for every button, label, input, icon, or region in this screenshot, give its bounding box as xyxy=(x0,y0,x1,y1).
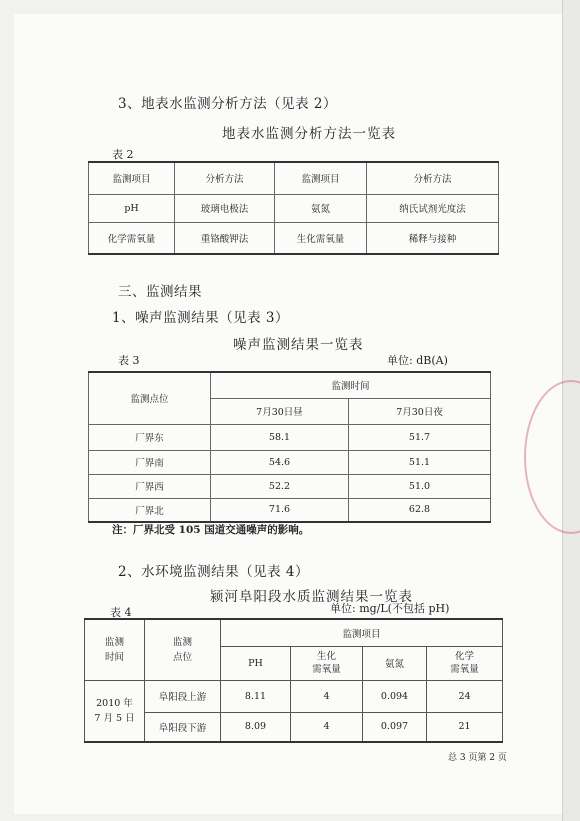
table-row xyxy=(89,222,499,254)
table-cell: 分析方法 xyxy=(367,162,499,194)
noise-heading: 1、噪声监测结果（见表 3） xyxy=(112,310,289,326)
table-cell: 8.11 xyxy=(221,680,291,712)
results-heading: 三、监测结果 xyxy=(118,284,202,300)
table-cell: 24 xyxy=(427,680,503,712)
water-heading: 2、水环境监测结果（见表 4） xyxy=(118,564,309,580)
header-night: 7月30日夜 xyxy=(349,398,491,424)
table-cell: 21 xyxy=(427,712,503,742)
table4-label: 表 4 xyxy=(110,606,132,619)
table-cell: 化学需氧量 xyxy=(89,222,175,254)
header-items: 监测项目 xyxy=(221,619,503,646)
header-ph: PH xyxy=(221,646,291,680)
table3-note: 注：厂界北受 105 国道交通噪声的影响。 xyxy=(112,524,310,536)
table-row xyxy=(85,619,503,646)
table-cell: 52.2 xyxy=(211,474,349,498)
table-cell: 监测项目 xyxy=(275,162,367,194)
table-cell: 62.8 xyxy=(349,498,491,522)
table-cell: 71.6 xyxy=(211,498,349,522)
header-day: 7月30日昼 xyxy=(211,398,349,424)
header-nh: 氨氮 xyxy=(363,646,427,680)
table-cell: 0.094 xyxy=(363,680,427,712)
table-cell: 厂界西 xyxy=(89,474,211,498)
table-cell: 纳氏试剂光度法 xyxy=(367,194,499,222)
table-cell: 厂界北 xyxy=(89,498,211,522)
header-time: 监测 时间 xyxy=(85,619,145,680)
date-cell: 2010 年 7 月 5 日 xyxy=(85,680,145,742)
table-cell: 51.7 xyxy=(349,424,491,450)
table-row xyxy=(89,372,491,398)
table-row xyxy=(89,194,499,222)
page-footer: 总 3 页第 2 页 xyxy=(448,753,507,763)
table-cell: 厂界东 xyxy=(89,424,211,450)
table-row xyxy=(89,450,491,474)
table-cell: 4 xyxy=(291,680,363,712)
table-cell: 阜阳段上游 xyxy=(145,680,221,712)
table-cell: 稀释与接种 xyxy=(367,222,499,254)
header-bod: 生化 需氧量 xyxy=(291,646,363,680)
section-3-heading: 3、地表水监测分析方法（见表 2） xyxy=(118,96,337,112)
table2-label: 表 2 xyxy=(112,148,134,161)
table-cell: 51.0 xyxy=(349,474,491,498)
table-cell: 分析方法 xyxy=(175,162,275,194)
table-row xyxy=(89,162,499,194)
table-4 xyxy=(84,618,503,743)
table-cell: 生化需氧量 xyxy=(275,222,367,254)
table-row xyxy=(85,680,503,712)
table3-label: 表 3 xyxy=(118,354,140,367)
table-cell: 监测项目 xyxy=(89,162,175,194)
table-cell: 54.6 xyxy=(211,450,349,474)
table-3 xyxy=(88,371,491,523)
table-2 xyxy=(88,161,499,255)
table-row xyxy=(89,424,491,450)
table-cell: 58.1 xyxy=(211,424,349,450)
table3-unit: 单位: dB(A) xyxy=(387,354,448,367)
table-cell: 阜阳段下游 xyxy=(145,712,221,742)
table-cell: 4 xyxy=(291,712,363,742)
table-cell: 51.1 xyxy=(349,450,491,474)
table-cell: 玻璃电极法 xyxy=(175,194,275,222)
table-row xyxy=(89,474,491,498)
table4-title: 颍河阜阳段水质监测结果一览表 xyxy=(210,589,413,605)
table-row xyxy=(85,712,503,742)
table4-unit: 单位: mg/L(不包括 pH) xyxy=(330,602,450,615)
header-point: 监测 点位 xyxy=(145,619,221,680)
table2-title: 地表水监测分析方法一览表 xyxy=(222,126,396,142)
table-row xyxy=(89,498,491,522)
table-cell: 厂界南 xyxy=(89,450,211,474)
table-cell: 氨氮 xyxy=(275,194,367,222)
table-cell: pH xyxy=(89,194,175,222)
table-cell: 0.097 xyxy=(363,712,427,742)
header-cod: 化学 需氧量 xyxy=(427,646,503,680)
header-point: 监测点位 xyxy=(89,372,211,424)
table-cell: 8.09 xyxy=(221,712,291,742)
header-time: 监测时间 xyxy=(211,372,491,398)
table3-title: 噪声监测结果一览表 xyxy=(233,337,364,353)
table-cell: 重铬酸钾法 xyxy=(175,222,275,254)
